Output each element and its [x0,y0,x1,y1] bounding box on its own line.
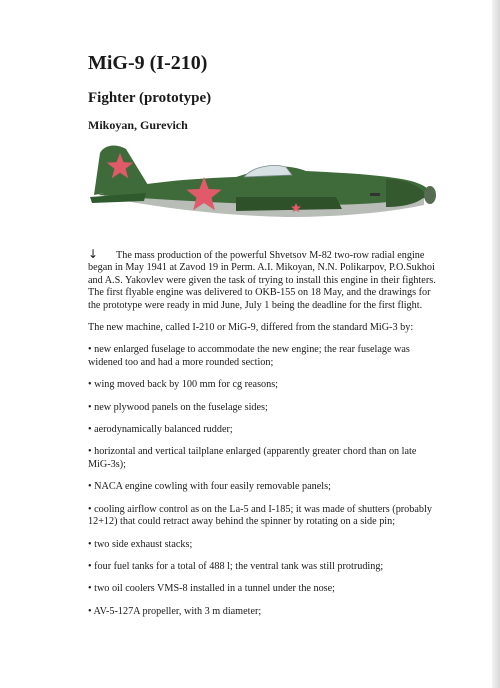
spinner [424,186,436,204]
list-item: • four fuel tanks for a total of 488 l; the ventral tank was still protruding; [88,560,384,572]
intro-text: The mass production of the powerful Shvetsov M-82 two-row radial engine began in May 1941 at Zavod 19 in Perm. A.I. Mikoyan, N.N. Polikarpov, P.O.Sukhoi and A.S. Yakovlev were given the task of trying to install this engine in their fighters. The first flyable engine was delivered to OKB-155 on 18 May, and the drawings for the prototype were ready in mid June, July 1 being the deadline for the first flight. [88,250,436,311]
designers-line: Mikoyan, Gurevich [88,118,188,132]
intro-paragraph [88,248,436,312]
list-item: • wing moved back by 100 mm for cg reasons; [88,379,279,391]
list-item: • cooling airflow control as on the La-5 and I-185; it was made of shutters (probably 12+12) that could retract away behind the spinner by rotating on a side pin; [88,503,432,528]
list-item: • NACA engine cowling with four easily removable panels; [88,481,331,493]
aircraft-illustration [86,135,436,240]
list-item: • new enlarged fuselage to accommodate the new engine; the rear fuselage was widened too and had a more rounded section; [88,344,410,368]
list-item: • aerodynamically balanced rudder; [88,424,233,436]
page-subtitle: Fighter (prototype) [88,90,212,106]
down-arrow-icon: ↓ [88,247,99,261]
article-body [88,248,436,618]
aircraft-side-view [86,135,436,240]
page-edge-shadow [492,0,500,688]
lead-paragraph: The new machine, called I-210 or MiG-9, differed from the standard MiG-3 by: [88,322,414,334]
canopy [244,165,292,177]
wing [236,197,342,211]
list-item: • two side exhaust stacks; [88,538,193,550]
list-item: • horizontal and vertical tailplane enlarged (apparently greater chord than on late MiG-3s); [88,446,417,470]
exhaust-stack [370,193,380,196]
list-item: • new plywood panels on the fuselage sides; [88,401,268,413]
list-item: • two oil coolers VMS-8 installed in a tunnel under the nose; [88,583,335,595]
page-title: MiG-9 (I-210) [88,52,208,74]
list-item: • AV-5-127A propeller, with 3 m diameter; [88,605,262,617]
